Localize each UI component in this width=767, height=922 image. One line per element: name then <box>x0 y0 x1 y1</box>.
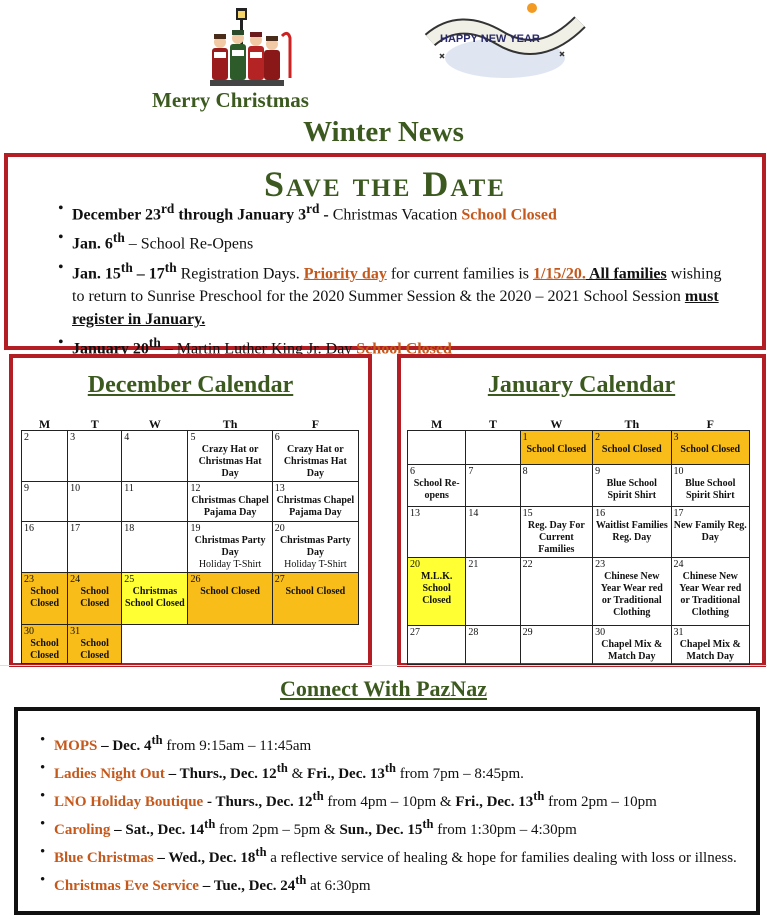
weekday-header: Th <box>624 417 640 431</box>
connect-list <box>40 729 740 897</box>
weekday-header: M <box>38 417 51 431</box>
calendar-day-cell <box>22 431 68 482</box>
save-the-date-title: Save the Date <box>264 164 506 204</box>
day-number: 18 <box>124 523 135 534</box>
calendar-day-cell <box>188 522 272 573</box>
weekday-header: W <box>148 417 161 431</box>
day-number: 31 <box>673 627 684 638</box>
calendar-day-cell <box>188 431 272 482</box>
calendar-week-row <box>22 573 359 625</box>
calendar-day-cell <box>466 431 520 465</box>
calendar-day-cell <box>408 431 466 465</box>
connect-item: • Caroling – Sat., Dec. 14th from 2pm – 5pm & Sun., Dec. 15th from 1:30pm – 4:30pm <box>40 813 740 841</box>
calendar-day-cell <box>188 482 272 522</box>
save-the-date-list <box>58 197 728 360</box>
save-item: • January 20th – Martin Luther King Jr. Day School Closed <box>58 331 728 360</box>
day-event: Waitlist Families Reg. Day <box>595 520 668 543</box>
day-number: 30 <box>24 626 34 637</box>
day-number: 20 <box>274 523 285 534</box>
calendar-day-cell <box>68 625 122 664</box>
event-name: Christmas Eve Service <box>54 878 199 894</box>
connect-item: • Christmas Eve Service – Tue., Dec. 24th at 6:30pm <box>40 869 740 897</box>
calendar-day-cell <box>68 431 122 482</box>
calendar-day-cell <box>122 522 188 573</box>
day-event: Chapel Mix & Match Day <box>601 639 663 662</box>
calendar-day-cell <box>272 431 358 482</box>
calendar-day-cell <box>520 465 592 507</box>
save-item: • December 23rd through January 3rd - Christmas Vacation School Closed <box>58 197 728 226</box>
calendar-day-cell <box>408 507 466 558</box>
happy-new-year-banner <box>420 2 590 82</box>
calendar-week-row <box>22 625 359 664</box>
day-number: 16 <box>595 508 606 519</box>
day-event: School Closed <box>601 444 662 455</box>
calendar-day-cell <box>671 558 749 626</box>
day-number: 13 <box>410 508 420 519</box>
day-number: 28 <box>468 627 479 638</box>
weekday-header: Th <box>222 417 238 431</box>
day-number: 2 <box>595 432 601 443</box>
calendar-day-cell <box>122 573 188 625</box>
calendar-day-cell <box>671 465 749 507</box>
calendar-day-cell <box>188 573 272 625</box>
day-event: Crazy Hat or Christmas Hat Day <box>283 444 347 479</box>
day-event: School Closed <box>30 638 60 661</box>
calendar-day-cell <box>408 558 466 626</box>
connect-item: • Blue Christmas – Wed., Dec. 18th a reflective service of healing & hope for families dealing with loss or illness. <box>40 841 740 869</box>
december-calendar-table <box>21 418 359 664</box>
day-event: Crazy Hat or Christmas Hat Day <box>198 444 262 479</box>
weekday-header: T <box>90 417 99 431</box>
day-number: 24 <box>673 559 684 570</box>
carolers-illustration <box>200 6 292 90</box>
day-number: 27 <box>410 627 420 638</box>
day-number: 3 <box>673 432 679 443</box>
calendar-day-cell <box>520 626 592 665</box>
day-number: 20 <box>410 559 420 570</box>
day-number: 11 <box>124 483 134 494</box>
calendar-day-cell <box>22 522 68 573</box>
day-event: School Closed <box>680 444 741 455</box>
calendar-day-cell <box>593 558 671 626</box>
day-number: 9 <box>24 483 29 494</box>
calendar-day-cell <box>408 626 466 665</box>
calendar-day-cell <box>272 522 358 573</box>
day-event: School Re-opens <box>413 478 460 501</box>
day-number: 9 <box>595 466 601 477</box>
calendar-week-row <box>408 626 750 665</box>
weekday-header: M <box>431 417 443 431</box>
day-number: 30 <box>595 627 606 638</box>
day-event: Christmas Party Day <box>279 535 351 558</box>
calendar-day-cell <box>520 507 592 558</box>
save-the-date-box <box>4 153 766 358</box>
day-event: Chinese New Year Wear red or Traditional Clothing <box>600 571 663 618</box>
calendar-day-cell <box>22 573 68 625</box>
calendar-day-cell <box>593 626 671 665</box>
weekday-header: F <box>706 417 714 431</box>
calendar-week-row <box>22 431 359 482</box>
calendar-day-cell <box>520 431 592 465</box>
day-event: Christmas Chapel Pajama Day <box>276 495 355 518</box>
january-calendar-box <box>397 354 766 667</box>
day-number: 16 <box>24 523 34 534</box>
day-number: 15 <box>522 508 533 519</box>
day-number: 12 <box>190 483 201 494</box>
day-number: 17 <box>673 508 684 519</box>
event-name: MOPS <box>54 738 98 754</box>
merry-christmas-heading: Merry Christmas <box>152 88 309 112</box>
december-calendar-box <box>9 354 372 667</box>
calendar-day-cell <box>466 465 520 507</box>
day-number: 21 <box>468 559 479 570</box>
day-event: School Closed <box>80 638 110 661</box>
day-number: 22 <box>522 559 533 570</box>
calendar-day-cell <box>593 507 671 558</box>
weekday-header: T <box>488 417 497 431</box>
winter-news-title: Winter News <box>303 116 464 148</box>
calendar-week-row <box>22 482 359 522</box>
calendar-day-cell <box>671 507 749 558</box>
day-number: 23 <box>595 559 606 570</box>
day-number: 23 <box>24 574 34 585</box>
connect-item: • LNO Holiday Boutique - Thurs., Dec. 12th from 4pm – 10pm & Fri., Dec. 13th from 2pm – 10pm <box>40 785 740 813</box>
calendar-day-cell <box>122 431 188 482</box>
day-event: Christmas Chapel Pajama Day <box>191 495 269 518</box>
calendar-day-cell <box>272 573 358 625</box>
day-event: Chapel Mix & Match Day <box>679 639 741 662</box>
calendar-day-cell <box>593 465 671 507</box>
calendar-day-cell <box>68 573 122 625</box>
day-event: M.L.K. School Closed <box>420 571 453 606</box>
calendar-day-cell <box>68 522 122 573</box>
day-number: 4 <box>124 432 130 443</box>
day-number: 19 <box>190 523 201 534</box>
weekday-header: W <box>550 417 563 431</box>
calendar-week-row <box>408 507 750 558</box>
day-event: Reg. Day For Current Families <box>527 520 585 555</box>
weekday-header: F <box>311 417 320 431</box>
day-event: School Closed <box>526 444 587 455</box>
day-event: Blue School Spirit Shirt <box>606 478 657 501</box>
day-number: 25 <box>124 574 135 585</box>
calendar-day-cell <box>520 558 592 626</box>
day-number: 1 <box>522 432 528 443</box>
day-number: 31 <box>70 626 81 637</box>
calendar-week-row <box>408 465 750 507</box>
divider <box>0 665 767 666</box>
day-event: School Closed <box>285 586 346 597</box>
calendar-day-cell <box>466 558 520 626</box>
calendar-day-cell <box>272 482 358 522</box>
day-number: 27 <box>274 574 285 585</box>
connect-box <box>14 707 760 915</box>
calendar-week-row <box>408 431 750 465</box>
connect-item: • MOPS – Dec. 4th from 9:15am – 11:45am <box>40 729 740 757</box>
event-name: Caroling <box>54 822 111 838</box>
day-event: School Closed <box>80 586 110 609</box>
january-calendar-table <box>407 418 750 665</box>
day-event: School Closed <box>200 586 260 597</box>
day-number: 6 <box>274 432 280 443</box>
day-event: Chinese New Year Wear red or Traditional Clothing <box>679 571 742 618</box>
day-number: 17 <box>70 523 81 534</box>
event-name: Blue Christmas <box>54 850 154 866</box>
calendar-week-row <box>22 522 359 573</box>
calendar-day-cell <box>22 482 68 522</box>
day-event-note: Holiday T-Shirt <box>198 559 262 570</box>
connect-item: • Ladies Night Out – Thurs., Dec. 12th & Fri., Dec. 13th from 7pm – 8:45pm. <box>40 757 740 785</box>
day-event-note: Holiday T-Shirt <box>284 559 347 570</box>
calendar-day-cell <box>408 465 466 507</box>
calendar-day-cell <box>671 626 749 665</box>
day-number: 10 <box>673 466 684 477</box>
day-number: 26 <box>190 574 201 585</box>
calendar-day-cell <box>22 625 68 664</box>
connect-heading: Connect With PazNaz <box>280 676 487 701</box>
january-calendar-title: January Calendar <box>487 372 676 398</box>
calendar-day-cell <box>671 431 749 465</box>
december-calendar-title: December Calendar <box>87 372 294 398</box>
day-event: Christmas Party Day <box>194 535 266 558</box>
day-number: 7 <box>468 466 474 477</box>
event-name: Ladies Night Out <box>54 766 165 782</box>
day-number: 8 <box>522 466 528 477</box>
calendar-day-cell <box>593 431 671 465</box>
save-item: • Jan. 15th – 17th Registration Days. Priority day for current families is 1/15/20. All families wishing to return to Sunrise Preschool for the 2020 Summer Session & the 2020 – 2021 School Session must register in January. <box>58 256 728 331</box>
day-number: 13 <box>274 483 285 494</box>
day-event: New Family Reg. Day <box>673 520 747 543</box>
day-number: 5 <box>190 432 196 443</box>
calendar-day-cell <box>122 482 188 522</box>
day-number: 29 <box>522 627 533 638</box>
day-event: Christmas School Closed <box>125 586 185 609</box>
banner-text: HAPPY NEW YEAR <box>440 33 540 45</box>
event-name: LNO Holiday Boutique <box>54 794 204 810</box>
calendar-day-cell <box>68 482 122 522</box>
save-item: • Jan. 6th – School Re-Opens <box>58 226 728 255</box>
calendar-day-cell <box>466 626 520 665</box>
day-number: 6 <box>410 466 415 477</box>
day-number: 3 <box>70 432 76 443</box>
day-number: 10 <box>70 483 81 494</box>
calendar-day-cell <box>466 507 520 558</box>
day-number: 2 <box>24 432 29 443</box>
day-number: 14 <box>468 508 479 519</box>
calendar-week-row <box>408 558 750 626</box>
day-number: 24 <box>70 574 81 585</box>
day-event: School Closed <box>30 586 60 609</box>
day-event: Blue School Spirit Shirt <box>685 478 736 501</box>
